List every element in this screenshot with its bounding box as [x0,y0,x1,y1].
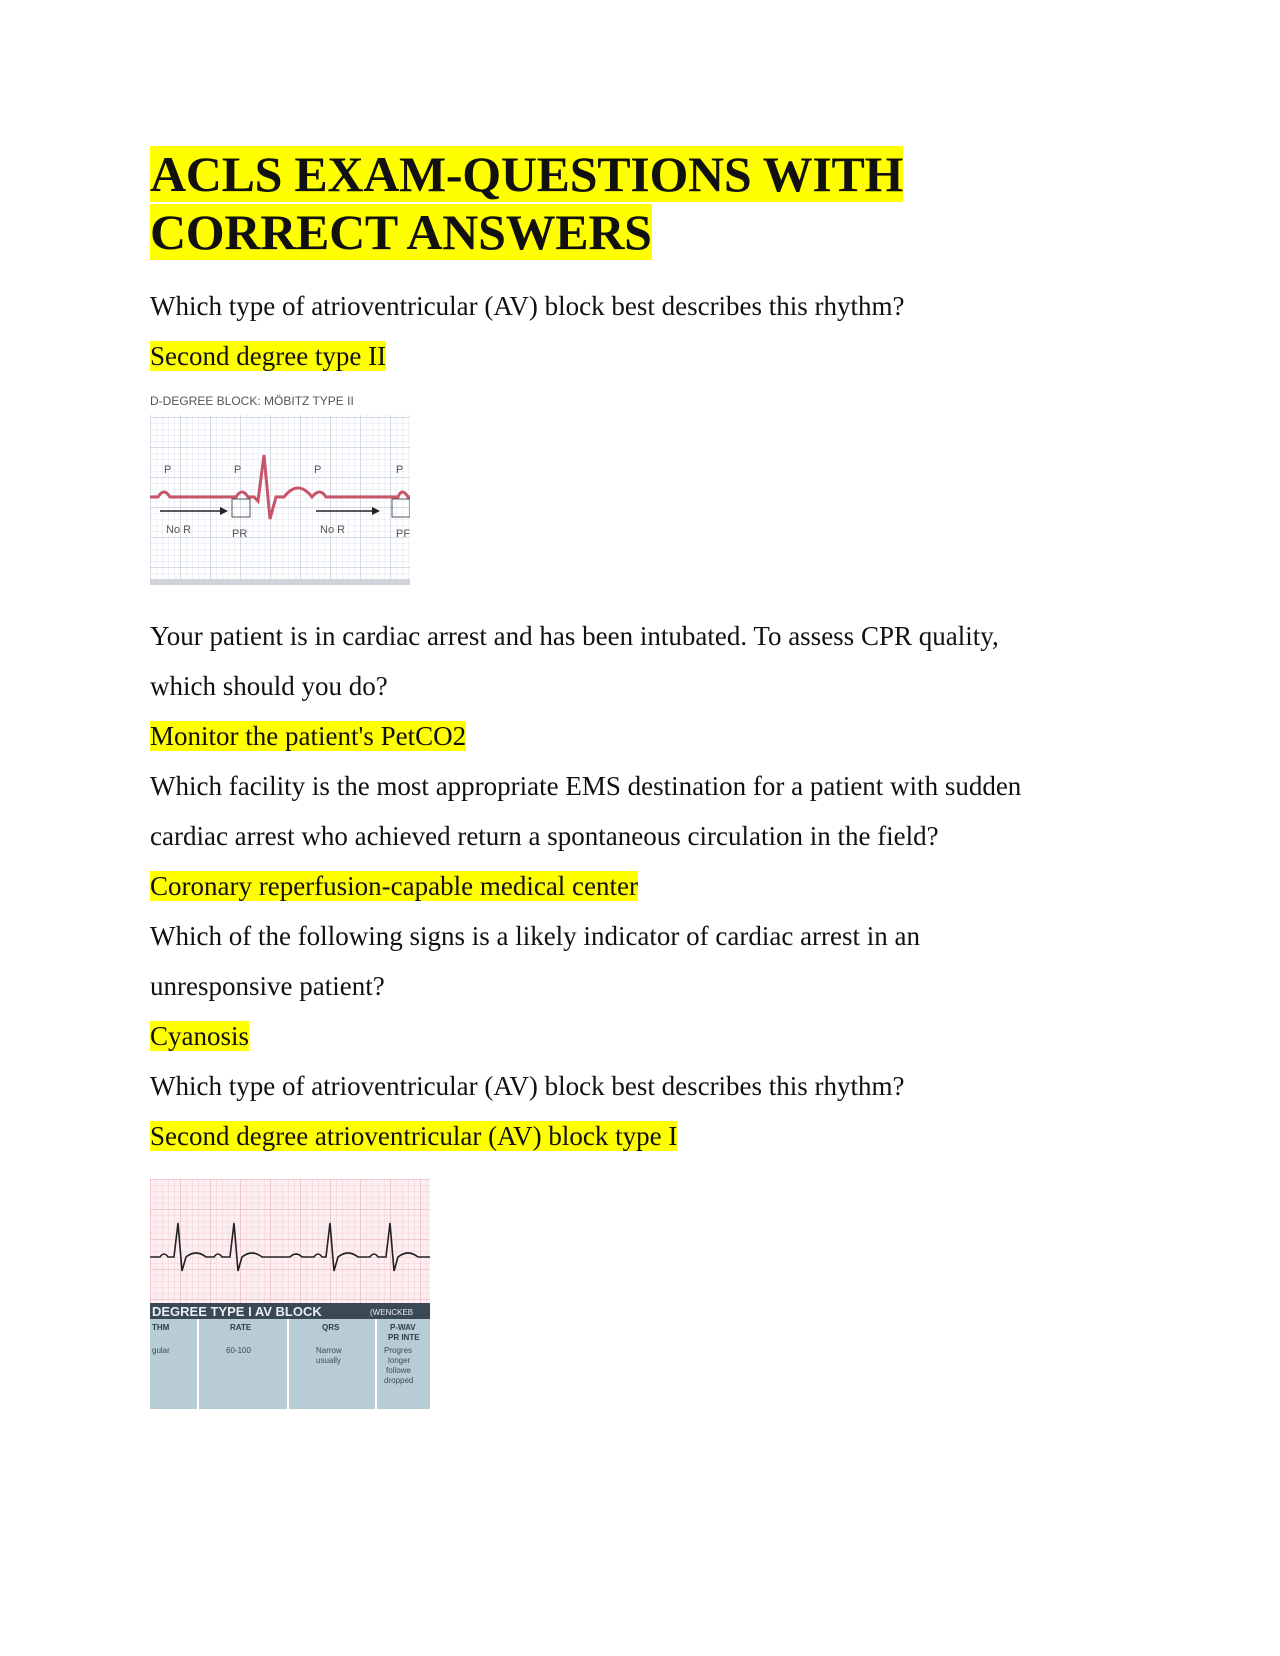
question-3-line-1: Which facility is the most appropriate EMS destination for a patient with sudden [150,771,1022,801]
question-2-line-2: which should you do? [150,671,388,701]
document-title [150,145,1130,261]
ecg-figure-wenckebach [150,1179,430,1409]
question-2-line-1: Your patient is in cardiac arrest and has been intubated. To assess CPR quality, [150,621,999,651]
title-line-2: CORRECT ANSWERS [150,204,652,260]
figure2-banner-tail: (WENCKEB [370,1308,414,1317]
table-header: THM [152,1323,170,1332]
table-header: PR INTE [388,1333,420,1342]
answer-3: Coronary reperfusion-capable medical center [150,871,639,901]
table-cell: Progres [384,1346,413,1355]
figure2-banner: DEGREE TYPE I AV BLOCK [152,1304,322,1319]
answer-2: Monitor the patient's PetCO2 [150,721,467,751]
p-label: P [164,464,172,476]
table-cell: longer [388,1356,411,1365]
p-label: P [396,464,404,476]
figure1-caption: D-DEGREE BLOCK: MÖBITZ TYPE II [150,394,354,408]
document-page [150,145,1130,1409]
table-header: RATE [230,1323,252,1332]
title-line-1: ACLS EXAM-QUESTIONS WITH [150,146,904,202]
question-1: Which type of atrioventricular (AV) block best describes this rhythm? [150,291,905,321]
question-5: Which type of atrioventricular (AV) block best describes this rhythm? [150,1071,905,1101]
table-cell: Narrow [316,1346,342,1355]
pr-label: PR [232,528,248,540]
ecg-figure-mobitz-ii [150,387,410,587]
answer-1: Second degree type II [150,341,387,371]
table-cell: dropped [384,1376,414,1385]
question-3-line-2: cardiac arrest who achieved return a spontaneous circulation in the field? [150,821,939,851]
question-4-line-1: Which of the following signs is a likely indicator of cardiac arrest in an [150,921,921,951]
answer-4: Cyanosis [150,1021,250,1051]
table-cell: gular [152,1346,170,1355]
answer-5: Second degree atrioventricular (AV) block type I [150,1121,678,1151]
no-r-label: No R [166,524,192,536]
table-cell: usually [316,1356,341,1365]
table-header: P-WAV [390,1323,416,1332]
question-4-line-2: unresponsive patient? [150,971,385,1001]
no-r-label: No R [320,524,346,536]
p-label: P [314,464,322,476]
table-cell: followe [386,1366,411,1375]
ecg-grid [150,415,410,583]
p-label: P [234,464,242,476]
pr-label: PF [396,528,410,540]
table-cell: 60-100 [226,1346,251,1355]
table-header: QRS [322,1323,340,1332]
